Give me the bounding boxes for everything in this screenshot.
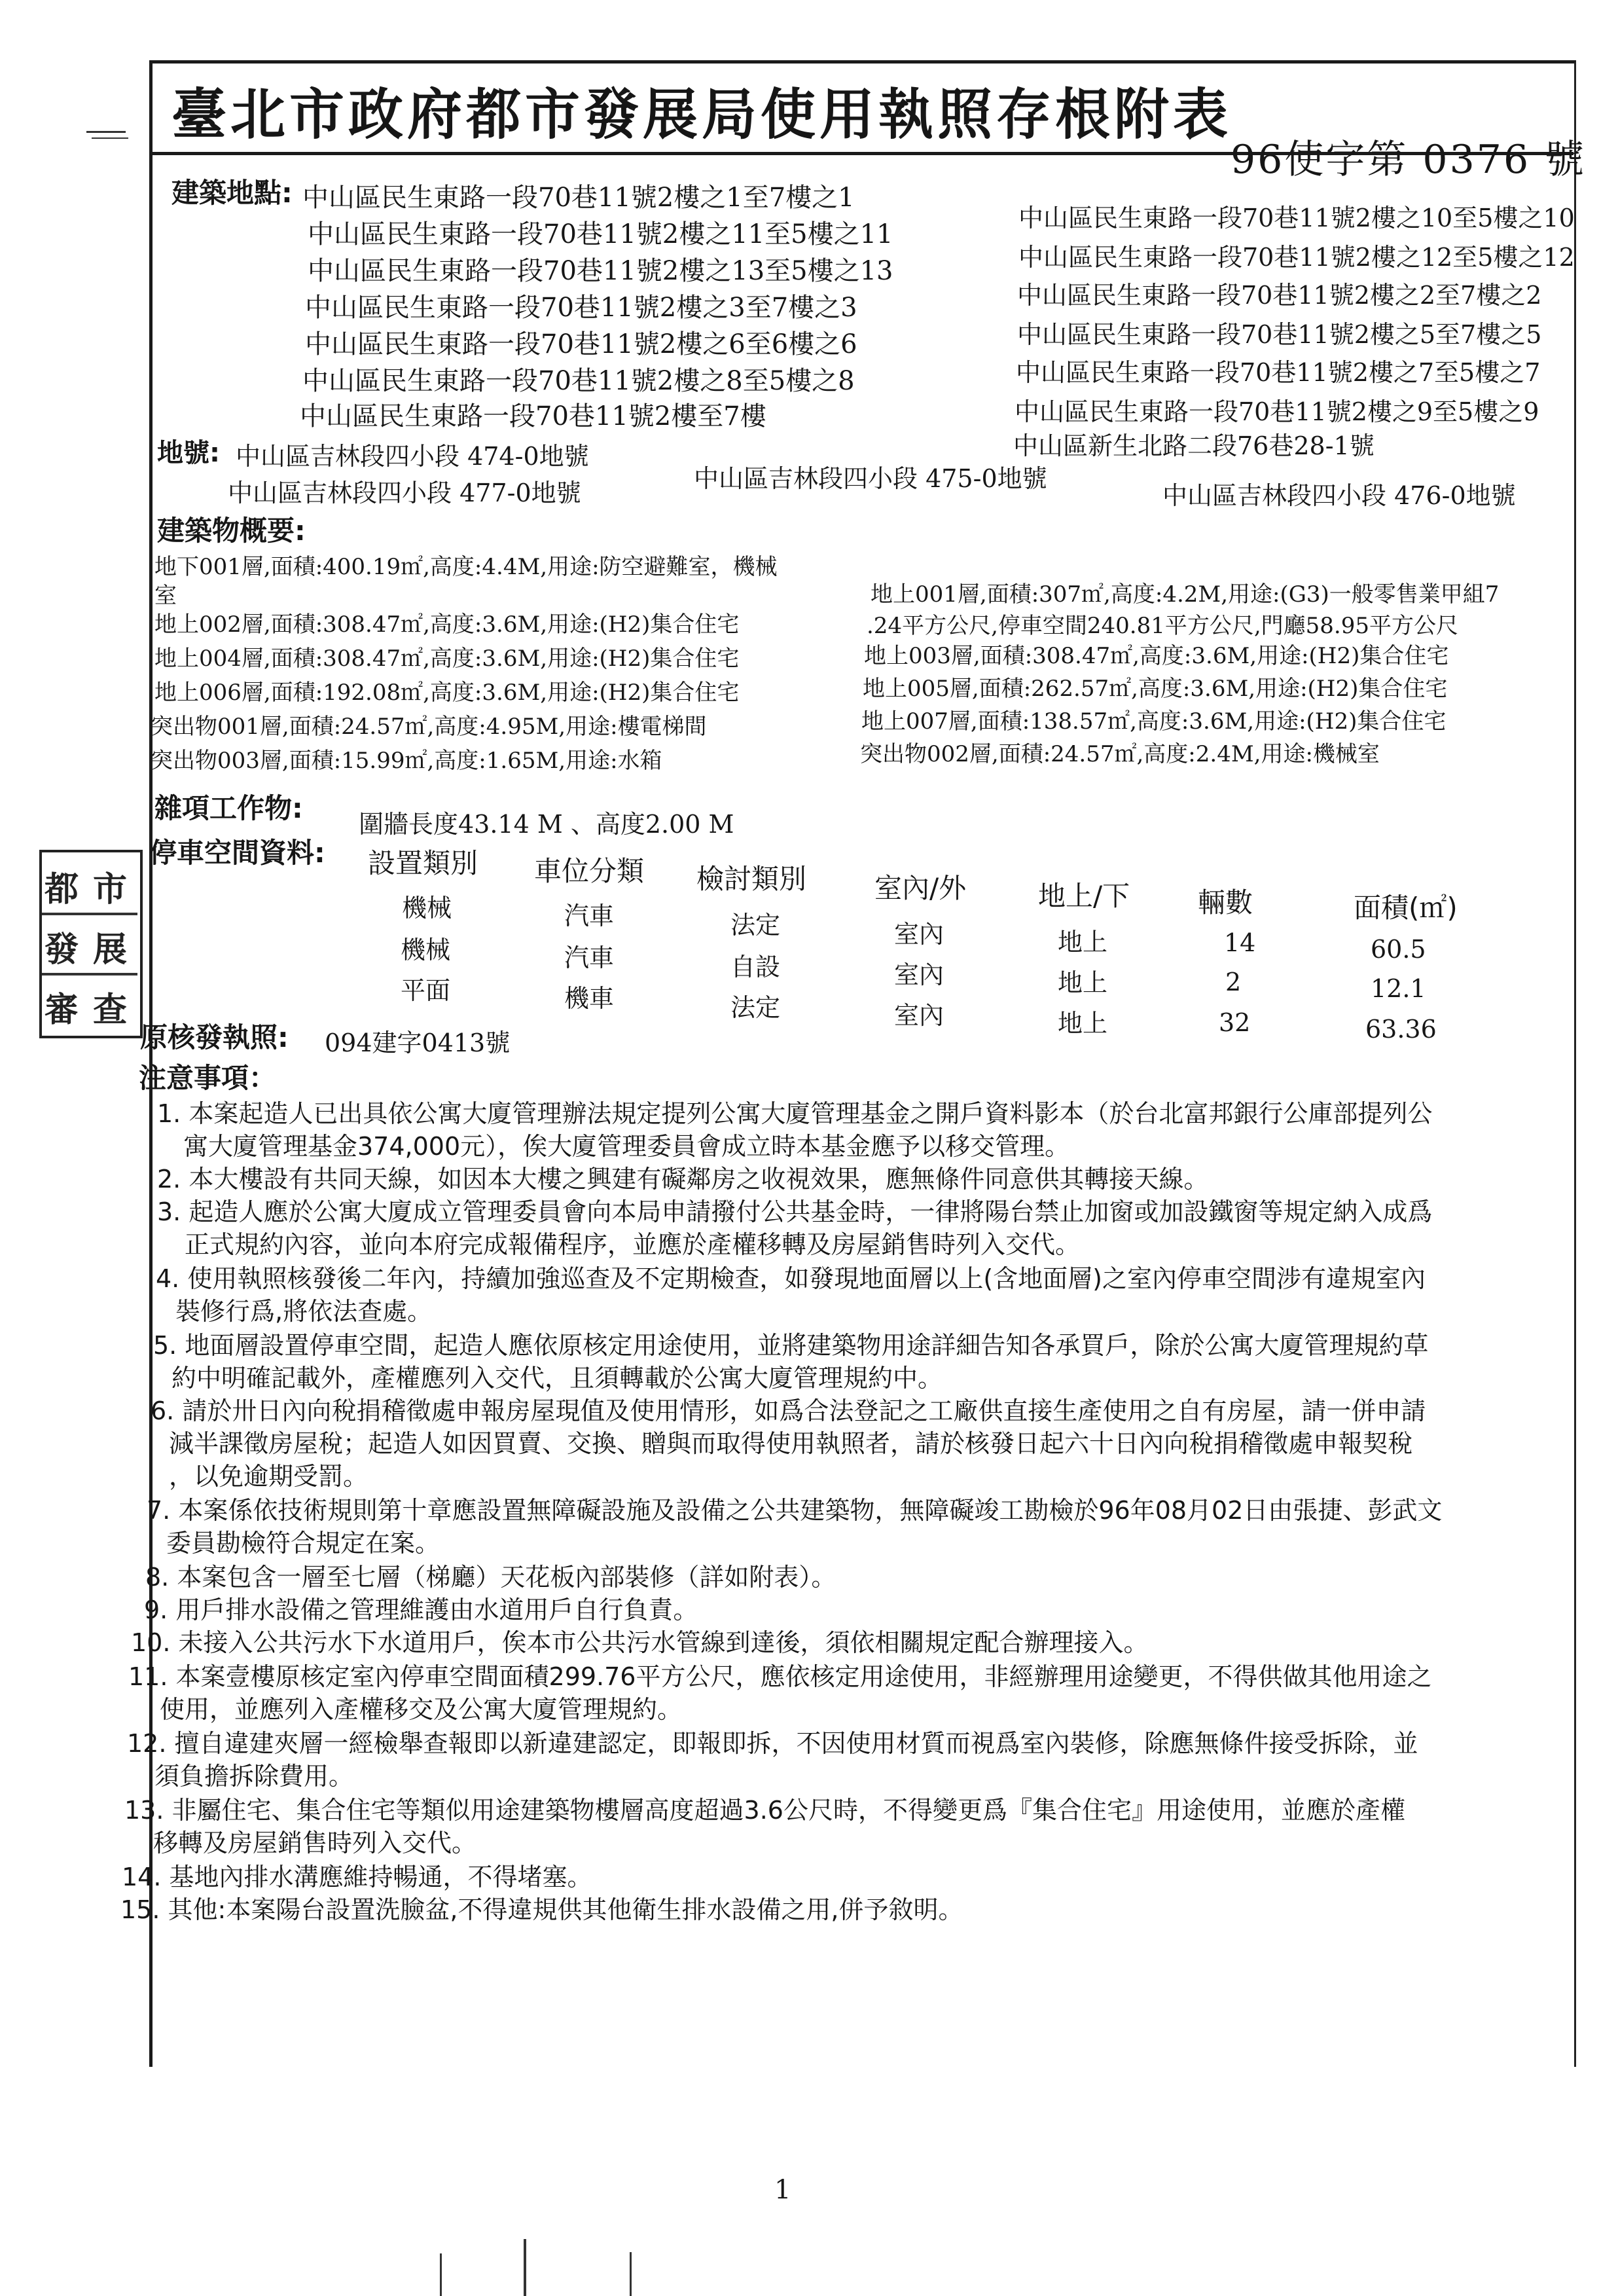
note-line: 3. 起造人應於公寓大廈成立管理委員會向本局申請撥付公共基金時，一律將陽台禁止加窗或加設鐵窗等規定納入成爲 [157, 1197, 1433, 1226]
parking-header: 輛數 [1198, 886, 1253, 919]
floor-line: .24平方公尺,停車空間240.81平方公尺,門廳58.95平方公尺 [867, 613, 1458, 639]
seal-divider [42, 973, 137, 975]
address-line: 中山區民生東路一段70巷11號2樓之7至5樓之7 [1016, 358, 1541, 387]
note-line: 寓大廈管理基金374,000元），俟大廈管理委員會成立時本基金應予以移交管理。 [183, 1132, 1070, 1161]
parking-cell: 14 [1224, 928, 1256, 957]
seal-divider [42, 913, 137, 915]
note-line: 8. 本案包含一層至七層（梯廳）天花板內部裝修（詳如附表）。 [145, 1563, 836, 1592]
address-line: 中山區新生北路二段76巷28-1號 [1013, 431, 1375, 460]
parking-header: 地上/下 [1038, 880, 1130, 912]
note-line: 正式規約內容，並向本府完成報備程序，並應於產權移轉及房屋銷售時列入交代。 [185, 1230, 1081, 1259]
note-line: 15. 其他:本案陽台設置洗臉盆,不得違規供其他衛生排水設備之用,併予敘明。 [120, 1895, 963, 1924]
note-line: 5. 地面層設置停車空間，起造人應依原核定用途使用，並將建築物用途詳細告知各承買戶，除於公寓大廈管理規約草 [153, 1331, 1429, 1360]
note-line: 委員勘檢符合規定在案。 [166, 1529, 440, 1558]
note-line: 須負擔拆除費用。 [154, 1762, 354, 1791]
misc-works-value: 圍牆長度43.14 M 、高度2.00 M [359, 810, 734, 839]
parking-cell: 地上 [1058, 1009, 1108, 1038]
parking-cell: 法定 [730, 993, 781, 1022]
note-line: 2. 本大樓設有共同天線，如因本大樓之興建有礙鄰房之收視效果，應無條件同意供其轉接天線。 [157, 1165, 1209, 1194]
parking-cell: 機械 [402, 894, 452, 922]
scan-mark [92, 137, 128, 139]
land-lot: 中山區吉林段四小段 477-0地號 [228, 479, 581, 507]
parking-cell: 2 [1225, 968, 1242, 996]
floor-line: 地上005層,面積:262.57㎡,高度:3.6M,用途:(H2)集合住宅 [863, 676, 1448, 702]
note-line: 4. 使用執照核發後二年內，持續加強巡查及不定期檢查，如發現地面層以上(含地面層)之室內停車空間涉有違規室內 [156, 1264, 1426, 1293]
floor-line: 地上002層,面積:308.47㎡,高度:3.6M,用途:(H2)集合住宅 [154, 611, 740, 638]
address-label: 建築地點: [171, 177, 293, 209]
address-line: 中山區民生東路一段70巷11號2樓之6至6樓之6 [305, 329, 857, 359]
floor-line: 突出物003層,面積:15.99㎡,高度:1.65M,用途:水箱 [151, 748, 662, 774]
note-line: 13. 非屬住宅、集合住宅等類似用途建築物樓層高度超過3.6公尺時，不得變更爲『集合住宅』用途使用，並應於產權 [124, 1796, 1405, 1825]
note-line: 12. 擅自違建夾層一經檢舉查報即以新違建認定，即報即拆，不因使用材質而視爲室內裝修，除應無條件接受拆除，並 [127, 1729, 1418, 1758]
address-line: 中山區民生東路一段70巷11號2樓之3至7樓之3 [305, 293, 857, 323]
parking-header: 車位分類 [534, 855, 645, 887]
parking-header: 室內/外 [874, 872, 967, 904]
floor-line: 地下001層,面積:400.19㎡,高度:4.4M,用途:防空避難室，機械 [154, 554, 778, 580]
address-line: 中山區民生東路一段70巷11號2樓之11至5樓之11 [308, 219, 893, 249]
address-line: 中山區民生東路一段70巷11號2樓之12至5樓之12 [1018, 243, 1575, 272]
scan-mark [440, 2253, 442, 2296]
document-title: 臺北市政府都市發展局使用執照存根附表 [171, 82, 1232, 147]
note-line: 7. 本案係依技術規則第十章應設置無障礙設施及設備之公共建築物，無障礙竣工勘檢於96年08月02日由張捷、彭武文 [147, 1496, 1443, 1525]
note-line: 裝修行爲,將依法查處。 [175, 1297, 433, 1326]
land-label: 地號: [157, 438, 220, 468]
note-line: 約中明確記載外，產權應列入交代，且須轉載於公寓大廈管理規約中。 [171, 1364, 943, 1393]
note-line: ，以免逾期受罰。 [169, 1462, 369, 1491]
address-line: 中山區民生東路一段70巷11號2樓之9至5樓之9 [1015, 397, 1539, 426]
misc-works-label: 雜項工作物: [154, 792, 303, 824]
floor-line: 突出物001層,面積:24.57㎡,高度:4.95M,用途:樓電梯間 [151, 714, 707, 740]
note-line: 使用，並應列入產權移交及公寓大廈管理規約。 [160, 1695, 683, 1724]
floor-line: 地上003層,面積:308.47㎡,高度:3.6M,用途:(H2)集合住宅 [864, 643, 1449, 669]
parking-cell: 汽車 [564, 902, 615, 930]
parking-cell: 60.5 [1371, 935, 1426, 964]
floor-line: 地上007層,面積:138.57㎡,高度:3.6M,用途:(H2)集合住宅 [861, 708, 1447, 735]
address-line: 中山區民生東路一段70巷11號2樓之10至5樓之10 [1018, 204, 1575, 232]
scan-mark [630, 2252, 632, 2296]
note-line: 1. 本案起造人已出具依公寓大廈管理辦法規定提列公寓大廈管理基金之開戶資料影本（於台北富邦銀行公庫部提列公 [157, 1099, 1433, 1128]
parking-cell: 63.36 [1365, 1015, 1437, 1044]
floor-line: 室 [154, 583, 177, 609]
original-license-value: 094建字0413號 [325, 1029, 511, 1057]
parking-cell: 地上 [1058, 928, 1108, 957]
address-line: 中山區民生東路一段70巷11號2樓之1至7樓之1 [302, 183, 855, 213]
land-lot: 中山區吉林段四小段 474-0地號 [236, 442, 589, 471]
note-line: 11. 本案壹樓原核定室內停車空間面積299.76平方公尺，應依核定用途使用，非經辦理用途變更，不得供做其他用途之 [128, 1662, 1432, 1691]
parking-cell: 機械 [401, 936, 451, 964]
parking-cell: 機車 [564, 984, 615, 1013]
land-lot: 中山區吉林段四小段 475-0地號 [694, 464, 1047, 493]
permit-number: 96使字第 0376 號 [1231, 137, 1587, 183]
address-line: 中山區民生東路一段70巷11號2樓至7樓 [300, 401, 766, 431]
parking-cell: 自設 [730, 953, 781, 981]
parking-cell: 法定 [730, 911, 781, 939]
note-line: 9. 用戶排水設備之管理維護由水道用戶自行負責。 [144, 1595, 698, 1624]
scan-mark [86, 131, 126, 133]
page-number: 1 [774, 2175, 791, 2205]
note-line: 移轉及房屋銷售時列入交代。 [153, 1829, 477, 1857]
parking-cell: 室內 [894, 1001, 944, 1030]
floor-line: 地上004層,面積:308.47㎡,高度:3.6M,用途:(H2)集合住宅 [154, 646, 740, 672]
address-line: 中山區民生東路一段70巷11號2樓之5至7樓之5 [1017, 320, 1542, 349]
parking-cell: 室內 [894, 920, 944, 949]
floor-line: 地上006層,面積:192.08㎡,高度:3.6M,用途:(H2)集合住宅 [154, 680, 740, 706]
address-line: 中山區民生東路一段70巷11號2樓之13至5樓之13 [308, 256, 893, 286]
address-line: 中山區民生東路一段70巷11號2樓之2至7樓之2 [1017, 281, 1542, 310]
land-lot: 中山區吉林段四小段 476-0地號 [1162, 481, 1516, 510]
scan-mark [524, 2239, 526, 2296]
parking-header: 設置類別 [368, 847, 478, 879]
parking-cell: 地上 [1058, 968, 1108, 997]
parking-cell: 平面 [401, 976, 451, 1005]
official-seal: 都 市 發 展 審 查 [39, 850, 143, 1038]
parking-header: 檢討類別 [696, 863, 807, 895]
building-label: 建築物概要: [157, 515, 306, 547]
note-line: 6. 請於卅日內向稅捐稽徵處申報房屋現值及使用情形，如爲合法登記之工廠供直接生產使用之自有房屋，請一併申請 [151, 1396, 1426, 1425]
original-license-label: 原核發執照: [140, 1021, 289, 1053]
address-line: 中山區民生東路一段70巷11號2樓之8至5樓之8 [302, 366, 855, 396]
notes-label: 注意事項： [139, 1062, 277, 1094]
parking-header: 面積(㎡) [1354, 892, 1458, 924]
parking-cell: 32 [1219, 1008, 1251, 1037]
parking-label: 停車空間資料: [149, 837, 325, 869]
parking-cell: 室內 [894, 960, 944, 989]
note-line: 14. 基地內排水溝應維持暢通，不得堵塞。 [122, 1863, 592, 1891]
floor-line: 突出物002層,面積:24.57㎡,高度:2.4M,用途:機械室 [860, 741, 1380, 767]
parking-cell: 12.1 [1371, 974, 1426, 1003]
floor-line: 地上001層,面積:307㎡,高度:4.2M,用途:(G3)一般零售業甲組7 [871, 581, 1500, 608]
parking-cell: 汽車 [564, 943, 615, 972]
note-line: 10. 未接入公共污水下水道用戶，俟本市公共污水管線到達後，須依相關規定配合辦理接入。 [131, 1628, 1149, 1657]
note-line: 減半課徵房屋稅；起造人如因買賣、交換、贈與而取得使用執照者，請於核發日起六十日內向稅捐稽徵處申報契稅 [169, 1429, 1413, 1458]
